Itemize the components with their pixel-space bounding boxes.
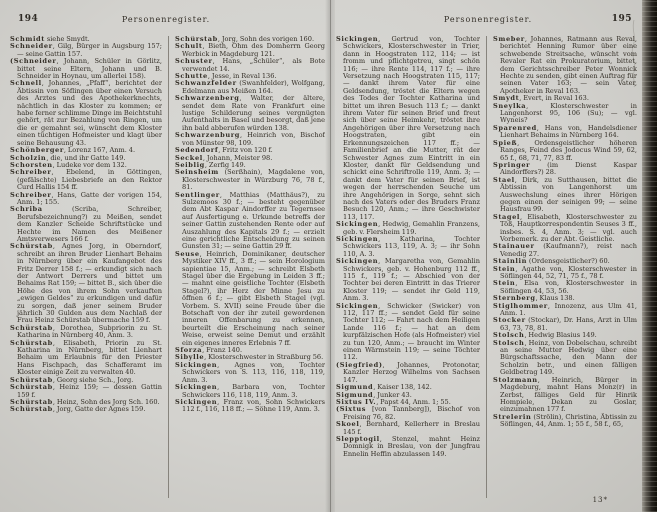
entry-headword: Stolsch bbox=[493, 338, 525, 347]
entry-headword: Stolsch bbox=[493, 331, 525, 340]
entry-text: , Johannes, „Pfaff“, berichtet der Äbtissin von Söflingen über einen Versuch des Arztes und des Apothekerknechts, nächtlich in das Kloster zu kommen; er habe ferner schlimme Dinge im Beichtstuhl gehört, rät zur Bezahlung von Ringen, um die er gemahnt sei, wünscht dem Kloster einen tüchtigen Hofmeister und klagt über seine Behausung 43. bbox=[17, 79, 162, 147]
entry-text: , Heinrich, Bürger in Magdeburg, mahnt Hans Monz(r) in Zerbst, fälliges Geld für Hinrik Hompiele, Dekan zu Goslar, einzumahnen 177 f. bbox=[500, 375, 637, 414]
index-entry bbox=[175, 399, 325, 414]
index-entry bbox=[336, 421, 480, 436]
entry-headword: Stagel bbox=[493, 212, 520, 221]
entry-text: , Klosterschwester in Straßburg 56. bbox=[204, 353, 324, 362]
index-entry bbox=[175, 80, 325, 95]
right-running-head: Personenregister. bbox=[443, 15, 533, 24]
entry-text: , Johannes, Ratmann aus Reval, berichtet Henning Rumor über eine schwebende Streitsache, wünscht vom Revaler Rat ein Prokuratorium, bittet, dem Gerichtsschreiber Peter Wonnick Hechte zu senden, gibt einen Auftrag für seinen Vater 163; — sein Vater, Apotheker in Reval 163. bbox=[500, 36, 637, 95]
index-entry bbox=[10, 206, 162, 243]
entry-text: , Georg siehe Sch., Jorg. bbox=[52, 375, 134, 384]
index-entry bbox=[493, 414, 637, 429]
entry-text: , Heinz, von Dobelschau, schreibt an seine Mutter Hedwig über eine Bürgschaftssache, den Mann der Scholzin betr., und einen fälligen Geldbetrag 149. bbox=[500, 338, 637, 377]
entry-text: , Dorothea, Subpriorin zu St. Katharina in Nürnberg 40, Anm. 3. bbox=[17, 323, 162, 340]
index-entry bbox=[175, 384, 325, 399]
entry-headword: Schmidt bbox=[10, 36, 45, 43]
entry-text: [von Tannberg]), Bischof von Freising 76, 82. bbox=[343, 405, 480, 421]
entry-text: , Hedwig, Gemahlin Franzens, geb. v. Flersheim 119. bbox=[343, 220, 480, 236]
index-entry bbox=[10, 43, 162, 58]
entry-headword: Schürstab bbox=[10, 242, 53, 251]
entry-headword: Schult bbox=[175, 42, 203, 51]
entry-text: (Ordensgeistlicher?) 60. bbox=[526, 257, 610, 266]
index-entry bbox=[10, 384, 162, 399]
entry-text: (Scriba, Schreiber, Berufsbezeichnung?) zu Meißen, sendet dem Kanzler Scheide Schriftstücke und Hechte im Namen des Meißener Amtsverwesers 166 f. bbox=[17, 205, 162, 243]
entry-headword: Sneylka bbox=[493, 101, 527, 110]
entry-headword: Seuse bbox=[175, 249, 200, 258]
entry-headword: Sigmund bbox=[336, 383, 374, 392]
index-entry bbox=[175, 132, 325, 147]
entry-text: , Johannes, Protonotar, Kanzler Herzog Wilhelms von Sachsen 147. bbox=[343, 360, 480, 384]
entry-text: (Strölin), Christina, Äbtissin zu Söflingen, 44, Anm. 1; 55 f., 58 f., 65, bbox=[500, 412, 637, 429]
index-entry bbox=[336, 258, 480, 302]
index-entry bbox=[336, 303, 480, 362]
entry-text: , Barbara von, Tochter Schwickers 116, 118, 119, Anm. 3. bbox=[182, 383, 325, 399]
index-entry bbox=[336, 362, 480, 384]
index-entry bbox=[10, 340, 162, 377]
entry-headword: (Sixtus bbox=[336, 405, 367, 414]
entry-headword: Stein bbox=[493, 264, 516, 273]
entry-headword: Sickingen bbox=[336, 234, 379, 243]
entry-text: , Ludeke vor dem 132. bbox=[52, 160, 127, 169]
entry-headword: Stocker bbox=[493, 316, 526, 325]
index-entry bbox=[175, 362, 325, 384]
entry-text: , Gertrud von, Tochter Schwickers, Klosterschwester in Trier, dann in Hoogstraten 112, 114; — ist fromm und pflichtgetreu, singt schön 116; — ihre Rente 114, 117 f.; — ihre Versetzung nach Hoogstraten 115, 117; — dankt ihrem Vater für eine Geldsendung, tröstet die Eltern wegen des Todes der Tochter Katharina und bittet um ihren Besuch 113 f.; — dankt ihrem Vater für seinen Brief und freut sich über seine Heimkehr, tröstet ihre Angehörigen über ihre Versetzung nach Hoogstraten, gibt ein Erkennungszeichen 117 ff.; — Familienbrief an die Mutter, rät der Schwester Agnes zum Eintritt in ein Kloster, dankt für Geldsendung und schickt eine Schriftrolle 119, Anm. 3; — dankt dem Vater für seinen Brief, ist wegen der herrschenden Seuche um ihre Angehörigen in Sorge, sehnt sich nach des Vaters oder des Bruders Franz Besuch 120, Anm.; — ihre Geschwister 113, 117. bbox=[343, 36, 480, 221]
entry-text: , Hans von, Handelsdiener Lienhart Behaims in Nürnberg 164. bbox=[500, 123, 637, 140]
signature-mark: 13* bbox=[592, 496, 608, 504]
entry-headword: Schorsten bbox=[10, 160, 53, 169]
entry-headword: Schneider bbox=[10, 42, 53, 51]
entry-headword: Schürstab bbox=[10, 397, 53, 406]
index-entry bbox=[10, 325, 162, 340]
book-fore-edge bbox=[642, 0, 657, 512]
entry-headword: Springer bbox=[493, 160, 531, 169]
entry-text: , Heinrich von, Bischof von Münster 98, 109. bbox=[182, 131, 325, 147]
entry-text: , Gilg, Bürger in Augsburg 157; — seine Gattin 157. bbox=[17, 42, 162, 58]
entry-text: , Heinrich, Dominikaner, deutscher Mystiker XIV ff., 3 ff.; — sein Horologium sapientiae 15, Anm.; — schreibt Elsbeth Stagel über die Ergebung in Leiden 3 ff.; — mahnt eine geistliche Tochter (Elsbeth Stagel?), ihr Herz der Minne Jesu zu öffnen 6 f.; — gibt Elsbeth Stagel (vgl. Vorbem. S. XVII) seine Freude über die Botschaft von der ihr zuteil gewordenen inneren Offenbarung zu erkennen, beurteilt die Erscheinung nach seiner Weise, erweist seine Demut und erzählt ein eigenes inneres Erlebnis 7 ff. bbox=[182, 249, 325, 347]
index-entry bbox=[493, 125, 637, 140]
entry-text: , Fritz von 120 f. bbox=[218, 146, 273, 155]
left-running-head: Personenregister. bbox=[121, 15, 211, 24]
right-page-number: 195 bbox=[611, 14, 632, 24]
index-entry bbox=[493, 162, 637, 177]
entry-text: , Agnes von, Tochter Schwickers von S. 113, 116, 118, 119, Anm. 3. bbox=[182, 360, 325, 384]
entry-text: (Serßhain), Magdalene von, Klosterschwester in Würzburg 76, 78 f., 81. bbox=[182, 168, 325, 192]
entry-headword: Sigmund bbox=[336, 390, 374, 399]
entry-headword: Sickingen bbox=[336, 220, 379, 229]
left-page-column-1 bbox=[10, 36, 162, 508]
entry-headword: Sickingen bbox=[336, 36, 379, 43]
index-entry bbox=[175, 95, 325, 132]
entry-text: , Jorg, Gatte der Agnes 159. bbox=[52, 405, 146, 414]
left-page-number: 194 bbox=[18, 14, 39, 24]
entry-text: , Ordensgeistlicher höheren Ranges, Feind des Jodocus Wind 59, 62, 65 f., 68, 71, 77, 83 ff. bbox=[500, 138, 637, 162]
page-gutter-line bbox=[330, 0, 331, 512]
left-running-head-row bbox=[6, 14, 326, 28]
entry-headword: Spieß bbox=[493, 138, 518, 147]
entry-headword: Schönberger bbox=[10, 146, 64, 155]
entry-text: , Elsa von, Klosterschwester in Söflingen 44, 53, 56. bbox=[500, 279, 637, 295]
pencil-scribble-artifact bbox=[629, 18, 639, 88]
entry-headword: Seinsheim bbox=[175, 168, 219, 177]
entry-headword: Schürstab bbox=[175, 36, 218, 43]
entry-text: , die, und ihr Gatte 149. bbox=[46, 153, 126, 162]
entry-text: , Elisabeth, Priorin zu St. Katharina in Nürnberg, bittet Lienhart Behaim um Erlaubnis für den Priester Hans Fischpach, das Schafferamt im Kloster einige Zeit zu verwalten 40. bbox=[17, 338, 162, 377]
index-entry bbox=[336, 406, 480, 421]
right-running-head-row bbox=[334, 14, 642, 28]
right-column-rule bbox=[486, 36, 487, 498]
entry-headword: Sickingen bbox=[175, 383, 218, 392]
entry-text: , Dirk, zu Sutthausen, bittet die Äbtissin von Langenhorst um Auswechslung eines ihrer Hörigen gegen einen der seinigen 99; — seine Hausfrau 99. bbox=[500, 175, 637, 214]
index-entry bbox=[493, 340, 637, 377]
entry-text: , Agnes Jorg, in Oberndorf, schreibt an ihren Bruder Lienhart Behaim in Nürnberg über ein Kaufangebot des Fritz Derrer 158 f.; — erkundigt sich nach der Antwort Derrers und bittet um Behaims Rat 159; — bittet B., sich über die Höhe des von ihrem Sohn verkauften „ewigen Geldes“ zu erkundigen und dafür zu sorgen, daß jener seinem Bruder jährlich 30 Gulden aus dem Nachlaß der Frau Heinz Schürstab übermache 159 f. bbox=[17, 242, 162, 325]
entry-headword: Sixtus IV. bbox=[336, 397, 377, 406]
entry-headword: Sickingen bbox=[175, 397, 218, 406]
index-entry bbox=[493, 140, 637, 162]
left-page-column-2 bbox=[175, 36, 325, 508]
entry-text: , Heinz 159; — dessen Gattin 159 f. bbox=[17, 383, 162, 399]
index-entry bbox=[10, 192, 162, 207]
entry-headword: Schnell bbox=[10, 79, 42, 88]
entry-headword: Schürstab bbox=[10, 405, 53, 414]
entry-text: , Jorg, Sohn des vorigen 160. bbox=[217, 36, 315, 43]
entry-text: , Klaus 138. bbox=[535, 294, 575, 303]
index-entry bbox=[336, 436, 480, 458]
index-entry bbox=[493, 280, 637, 295]
page-195 bbox=[334, 0, 642, 512]
index-entry bbox=[175, 251, 325, 347]
entry-headword: Schreiber bbox=[10, 190, 52, 199]
entry-text: , Heinz, Sohn des Jorg Sch. 160. bbox=[52, 397, 160, 406]
entry-text: , Hedwig Blasius 149. bbox=[524, 331, 597, 340]
right-page-column-1 bbox=[336, 36, 480, 508]
entry-headword: Sentlinger bbox=[175, 190, 220, 199]
index-entry bbox=[175, 192, 325, 251]
entry-headword: Slepptogil bbox=[336, 434, 380, 443]
entry-text: , Bernhard, Kellerherr in Breslau 145 f. bbox=[343, 420, 480, 436]
index-entry bbox=[493, 36, 637, 95]
entry-text: , Klosterschwester in Langenhorst 95, 106 (Su); — vgl. Wyneis? bbox=[500, 101, 637, 125]
entry-text: , Junker 43. bbox=[373, 390, 412, 399]
entry-text: , Kaiser 138, 142. bbox=[373, 383, 432, 392]
index-entry bbox=[10, 406, 162, 413]
entry-headword: Schuster bbox=[175, 57, 213, 66]
entry-text: , Jesse, in Reval 136. bbox=[207, 72, 277, 81]
entry-headword: (Siegfried) bbox=[336, 360, 383, 369]
entry-headword: Stein bbox=[493, 279, 516, 288]
entry-headword: Stainlin bbox=[493, 257, 527, 266]
index-entry bbox=[336, 36, 480, 221]
entry-headword: Sickingen bbox=[336, 301, 379, 310]
right-page-column-2 bbox=[493, 36, 637, 508]
entry-text: , Stenzel, mahnt Heinz Domnigk in Breslau, von der Jungfrau Ennelin Heffin abzulassen 149. bbox=[343, 434, 480, 458]
entry-text: , Franz von, Sohn Schwickers 112 f., 116, 118 ff.; — Söhne 119, Anm. 3. bbox=[182, 397, 325, 414]
index-entry bbox=[493, 103, 637, 125]
index-entry bbox=[10, 58, 162, 80]
index-entry bbox=[493, 214, 637, 244]
index-entry bbox=[493, 303, 637, 318]
index-entry bbox=[10, 243, 162, 324]
entry-headword: Smeber bbox=[493, 36, 525, 43]
entry-headword: Seiblig bbox=[175, 160, 205, 169]
entry-text: , Bieth, Ohm des Domherrn Georg Werbick in Magdeburg 121. bbox=[182, 42, 325, 58]
entry-text: , Franz 140. bbox=[202, 346, 243, 355]
entry-text: , Agathe von, Klosterschwester in Söflingen 44, 52, 71, 75 f., 78 f. bbox=[500, 264, 637, 280]
index-entry bbox=[175, 169, 325, 191]
entry-headword: Stainauer bbox=[493, 242, 535, 251]
entry-text: , Evert, in Reval 163. bbox=[519, 94, 589, 103]
entry-headword: Sickingen bbox=[336, 257, 379, 266]
index-entry bbox=[10, 80, 162, 147]
entry-text: , Papst 44, Anm. 1; 55. bbox=[376, 397, 451, 406]
index-entry bbox=[10, 169, 162, 191]
entry-headword: Stiglhommer bbox=[493, 301, 548, 310]
entry-headword: Sternberg bbox=[493, 294, 536, 303]
entry-headword: Scholzin bbox=[10, 153, 47, 162]
entry-headword: Strelerin bbox=[493, 412, 532, 421]
entry-text: , Katharina, Tochter Schwickers 113, 119, A. 3; — ihr Sohn 110, A. 3. bbox=[343, 234, 480, 258]
entry-headword: Schürstab bbox=[10, 338, 53, 347]
left-column-rule bbox=[168, 36, 169, 498]
entry-text: siehe Smydt. bbox=[44, 36, 90, 43]
entry-text: (Stockar), Dr. Hans, Arzt in Ulm 63, 73, 78, 81. bbox=[500, 316, 637, 332]
entry-text: , Elisabeth, Klosterschwester zu Töß, Hauptkorrespondentin Seuses 3 ff., insbes. S. 4, Anm. 3; — vgl. auch Vorbemerk. zu der Abt. Geistliche. bbox=[500, 212, 637, 243]
entry-headword: Sickingen bbox=[175, 360, 218, 369]
entry-headword: Schutte bbox=[175, 72, 208, 81]
index-entry bbox=[175, 43, 325, 58]
entry-text: (Kaufmann?), reist nach Venedig 27. bbox=[500, 242, 637, 258]
index-entry bbox=[175, 58, 325, 73]
entry-headword: Schwarzenburg bbox=[175, 131, 241, 140]
entry-text: , Ebelend, in Göttingen, (gefälschte) Liebesbriefe an den Rektor Curd Hallis 154 ff. bbox=[17, 168, 162, 192]
entry-text: , Innozenz, aus Ulm 41, Anm. 1. bbox=[500, 301, 637, 318]
index-entry bbox=[493, 243, 637, 258]
entry-text: , Matthias (Matthäus?), zu Sulzemoos 30 f.; — besteht gegenüber dem Abt Kaspar Aindorffer zu Tegernsee auf Ausfertigung e. Urkunde betreffs der seiner Gattin zustehenden Rente oder auf Auszahlung des Kapitals 29 f.; — erzielt eine gerichtliche Entscheidung zu seinen Gunsten 31; — seine Gattin 29 ff. bbox=[182, 190, 325, 251]
entry-text: , Margaretha von, Gemahlin Schwickers, geb. v. Hohenburg 112 ff., 115 f., 119 f.; — Abschied von der Tochter bei deren Eintritt in das Trierer Kloster 119; — sendet ihr Geld 119, Anm. 3. bbox=[343, 257, 480, 303]
entry-text: (Swanhfelder), Wolfgang, Edelmann aus Meißen 164. bbox=[182, 79, 325, 95]
entry-headword: Sparenred bbox=[493, 123, 537, 132]
entry-headword: Schürstab bbox=[10, 323, 53, 332]
entry-headword: Schürstab bbox=[10, 383, 53, 392]
entry-headword: Schriba bbox=[10, 205, 43, 214]
entry-headword: Sedendorf bbox=[175, 146, 219, 155]
entry-text: , Zerfig 149. bbox=[204, 160, 246, 169]
index-entry bbox=[493, 317, 637, 332]
entry-headword: Stolzmann bbox=[493, 375, 538, 384]
index-entry bbox=[493, 266, 637, 281]
index-entry bbox=[336, 221, 480, 236]
entry-text: , Walter, der ältere, sendet dem Rate von Frankfurt eine lustige Schilderung seines vergnügten Aufenthalts in Basel und besorgt, daß jene ihn bald abberufen würden 138. bbox=[182, 94, 325, 132]
entry-text: , Johann, Meister 98. bbox=[202, 153, 273, 162]
entry-headword: Skoel bbox=[336, 420, 360, 429]
entry-text: , Schwicker (Swicker) von 112, 117 ff.; — sendet Geld für seine Tochter 112; — Fahrt nach dem Heiligen Lande 116 f.; — hat an dem kurpfälzischen Hofe (als Hofmeister) viel zu tun 120, Anm.; — braucht im Winter einen Wärmstein 119; — seine Töchter 112. bbox=[343, 301, 480, 362]
index-entry bbox=[493, 377, 637, 414]
entry-headword: Schürstab bbox=[10, 375, 53, 384]
entry-headword: Smydt bbox=[493, 94, 520, 103]
entry-headword: Sibylle bbox=[175, 353, 205, 362]
entry-headword: Schwanzfelder bbox=[175, 79, 237, 88]
page-194 bbox=[6, 0, 326, 512]
entry-headword: (Schneider bbox=[10, 57, 57, 66]
entry-headword: Seckel bbox=[175, 153, 203, 162]
entry-text: , Johann, Schüler in Görlitz, bittet seine Eltern, Johann und B. Schneider in Hoynau, um allerlei 158). bbox=[17, 57, 162, 81]
entry-headword: Schwarzenberg bbox=[175, 94, 240, 103]
entry-headword: Schreiber bbox=[10, 168, 52, 177]
entry-text: (im Dienst Kaspar Aindorffers?) 28. bbox=[500, 160, 637, 177]
entry-text: , Lorenz 167, Anm. 4. bbox=[63, 146, 136, 155]
index-entry bbox=[493, 177, 637, 214]
entry-headword: Stael bbox=[493, 175, 515, 184]
entry-headword: Sforza bbox=[175, 346, 203, 355]
index-entry bbox=[336, 236, 480, 258]
entry-text: , Hans, „Schüler“, als Bote verwendet 14. bbox=[182, 57, 325, 73]
entry-text: , Hans, Gatte der vorigen 154, Anm. 1; 155. bbox=[17, 190, 162, 206]
